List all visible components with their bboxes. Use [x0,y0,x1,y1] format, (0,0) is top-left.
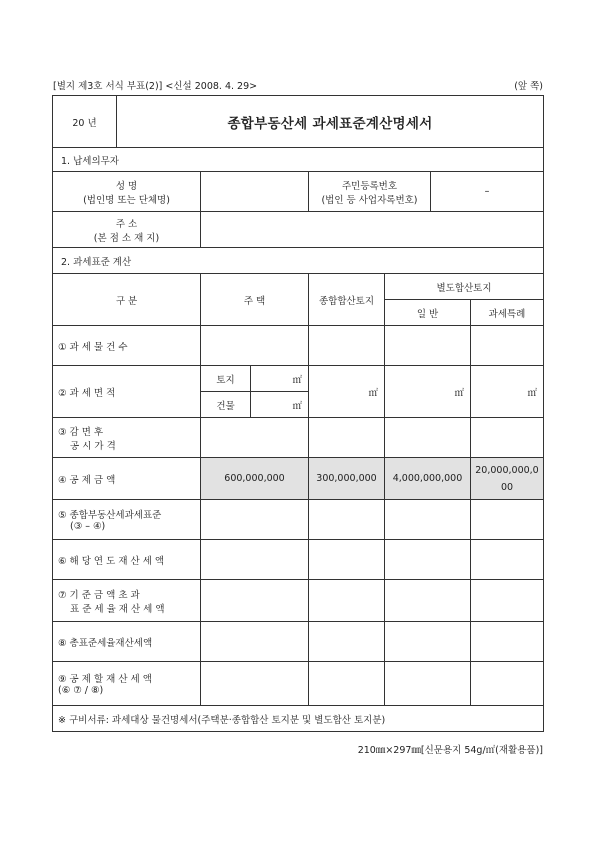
row-label: ⑥ 해 당 연 도 재 산 세 액 [53,540,201,580]
cell-house[interactable] [201,326,309,366]
cell-general-land[interactable] [309,500,385,540]
form-title: 종합부동산세 과세표준계산명세서 [117,96,544,148]
cell-general-land[interactable] [309,662,385,706]
row-label: ① 과 세 물 건 수 [53,326,201,366]
cell-house[interactable] [201,580,309,622]
cell-tax-special[interactable] [471,622,544,662]
cell-general-land[interactable] [309,418,385,458]
row-deduction [53,458,544,500]
paper-spec: 210㎜×297㎜[신문용지 54g/㎡(재활용품)] [357,745,543,756]
row-property-tax [53,540,544,580]
address-field[interactable] [201,212,544,248]
col-house-header: 주 택 [201,274,309,326]
col-category-header: 구 분 [53,274,201,326]
building-area-cell[interactable]: ㎡ [251,392,309,418]
cell-tax-special[interactable] [471,418,544,458]
row-tax-base [53,500,544,540]
cell-tax-special[interactable] [471,662,544,706]
row-object-count [53,326,544,366]
name-label: 성 명 (법인명 또는 단체명) [53,172,201,212]
col-separate-land-header: 별도합산토지 [385,274,544,300]
cell-general[interactable] [385,622,471,662]
cell-tax-special[interactable] [471,500,544,540]
address-label: 주 소 (본 점 소 재 지) [53,212,201,248]
building-sub-label: 건물 [201,392,251,418]
required-documents-note: ※ 구비서류: 과세대상 물건명세서(주택분·종합합산 토지분 및 별도합산 토지분) [53,706,544,732]
general-land-area-cell[interactable]: ㎡ [309,366,385,418]
row-excess-standard-tax [53,580,544,622]
cell-general-land[interactable] [309,326,385,366]
section2-heading: 2. 과세표준 계산 [53,248,544,274]
cell-general[interactable] [385,418,471,458]
year-cell[interactable]: 20 년 [53,96,117,148]
cell-tax-special[interactable] [471,540,544,580]
row-label: ⑤ 종합부동산세과세표준 (③ – ④) [53,500,201,540]
row-deductible-tax [53,662,544,706]
deduction-tax-special: 20,000,000,000 [471,458,544,500]
row-assessed-price [53,418,544,458]
land-sub-label: 토지 [201,366,251,392]
deduction-general-land: 300,000,000 [309,458,385,500]
page-side-label: (앞 쪽) [514,81,543,92]
id-label: 주민등록번호 (법인 등 사업자록번호) [309,172,431,212]
form-reference-line [53,78,543,92]
row-label: ③ 감 면 후 공 시 가 격 [53,418,201,458]
row-label: ⑧ 총표준세율재산세액 [53,622,201,662]
deduction-house: 600,000,000 [201,458,309,500]
cell-house[interactable] [201,662,309,706]
tax-base-calculation-form [52,95,544,732]
cell-general[interactable] [385,326,471,366]
row-label: ② 과 세 면 적 [53,366,201,418]
cell-house[interactable] [201,540,309,580]
name-field[interactable] [201,172,309,212]
col-general-land-header: 종합합산토지 [309,274,385,326]
row-total-standard-tax [53,622,544,662]
col-general-header: 일 반 [385,300,471,326]
row-area [53,366,544,392]
general-area-cell[interactable]: ㎡ [385,366,471,418]
row-label: ④ 공 제 금 액 [53,458,201,500]
cell-general[interactable] [385,580,471,622]
row-label: ⑦ 기 준 금 액 초 과 표 준 세 율 재 산 세 액 [53,580,201,622]
cell-general[interactable] [385,500,471,540]
cell-general-land[interactable] [309,622,385,662]
cell-general-land[interactable] [309,580,385,622]
id-field[interactable]: – [431,172,544,212]
section1-heading: 1. 납세의무자 [53,148,544,172]
cell-tax-special[interactable] [471,326,544,366]
cell-house[interactable] [201,418,309,458]
cell-general[interactable] [385,540,471,580]
land-area-cell[interactable]: ㎡ [251,366,309,392]
cell-house[interactable] [201,500,309,540]
tax-special-area-cell[interactable]: ㎡ [471,366,544,418]
cell-tax-special[interactable] [471,580,544,622]
form-reference: [별지 제3호 서식 부표(2)] <신설 2008. 4. 29> [53,81,258,92]
row-label: ⑨ 공 제 할 재 산 세 액 (⑥ ⑦ / ⑧) [53,662,201,706]
col-tax-special-header: 과세특례 [471,300,544,326]
cell-general[interactable] [385,662,471,706]
cell-general-land[interactable] [309,540,385,580]
cell-house[interactable] [201,622,309,662]
deduction-general: 4,000,000,000 [385,458,471,500]
